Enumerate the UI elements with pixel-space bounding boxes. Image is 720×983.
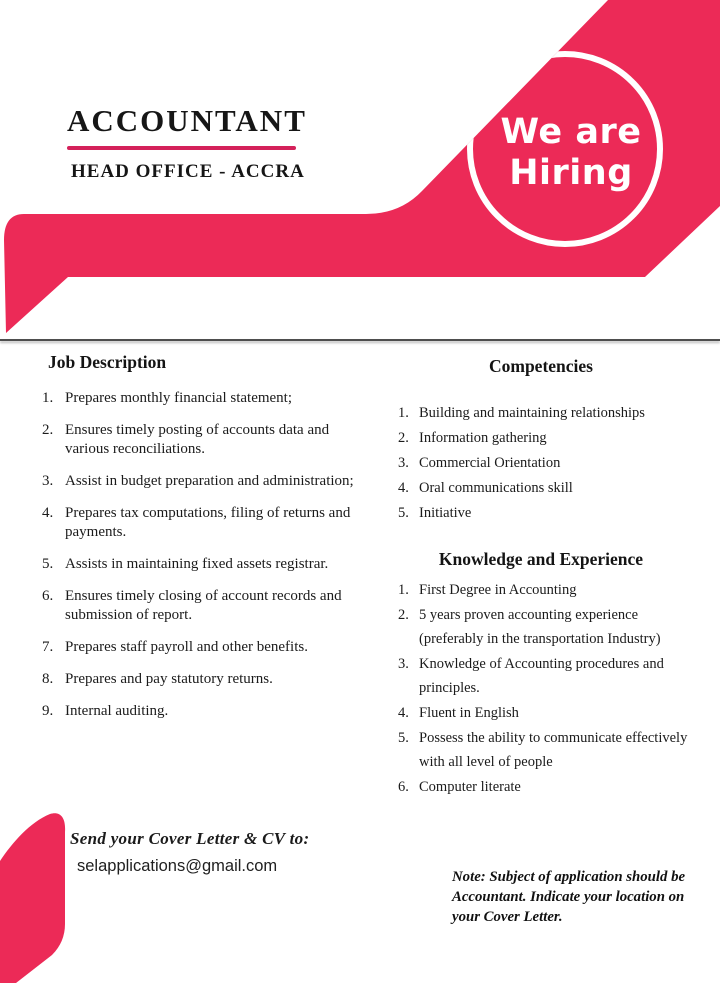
job-description-heading: Job Description (48, 352, 167, 372)
corner-ribbon-shape (0, 813, 65, 983)
page-title: ACCOUNTANT (67, 103, 307, 138)
list-item: Assist in budget preparation and administration; (65, 473, 354, 489)
list-item: Knowledge of Accounting procedures and principles. (419, 655, 664, 697)
cover-letter-label: Send your Cover Letter & CV to: (70, 829, 310, 848)
list-item: 5 years proven accounting experience (preferably in the transportation Industry) (419, 606, 661, 648)
list-item: Possess the ability to communicate effectively with all level of people (419, 729, 688, 771)
page-subtitle: HEAD OFFICE - ACCRA (71, 161, 305, 182)
list-item: Prepares staff payroll and other benefits. (65, 639, 308, 655)
list-item: Commercial Orientation (419, 455, 561, 471)
hiring-badge-line2: Hiring (509, 153, 633, 193)
list-item: Ensures timely posting of accounts data and various reconciliations. (65, 422, 330, 457)
list-item: First Degree in Accounting (419, 582, 577, 598)
title-underline (67, 146, 296, 150)
knowledge-heading: Knowledge and Experience (438, 549, 644, 569)
list-item: Initiative (419, 505, 472, 521)
list-item: Building and maintaining relationships (419, 405, 645, 421)
list-item: Oral communications skill (419, 480, 573, 496)
application-note: Note: Subject of application should be Accountant. Indicate your location on your Cover Letter. (452, 869, 686, 925)
competencies-list (398, 404, 692, 523)
list-item: Internal auditing. (65, 703, 169, 719)
list-item: Assists in maintaining fixed assets registrar. (65, 556, 329, 572)
corner-ribbon-graphic (0, 808, 70, 983)
job-description-list (42, 389, 364, 721)
title-block (67, 103, 307, 183)
list-item: Prepares and pay statutory returns. (65, 671, 273, 687)
list-item: Prepares monthly financial statement; (65, 390, 293, 406)
hiring-badge (466, 112, 676, 194)
list-item: Fluent in English (419, 704, 519, 721)
list-item: Ensures timely closing of account records and submission of report. (65, 588, 342, 623)
job-description-section (42, 352, 364, 734)
hiring-badge-line1: We are (500, 112, 642, 152)
right-column (390, 352, 692, 799)
competencies-heading: Competencies (488, 356, 593, 376)
knowledge-list (398, 578, 694, 799)
application-email-link[interactable]: selapplications@gmail.com (77, 857, 278, 875)
list-item: Information gathering (419, 430, 547, 446)
list-item: Computer literate (419, 778, 521, 795)
separator-line (0, 339, 720, 341)
list-item: Prepares tax computations, filing of returns and payments. (65, 505, 351, 540)
